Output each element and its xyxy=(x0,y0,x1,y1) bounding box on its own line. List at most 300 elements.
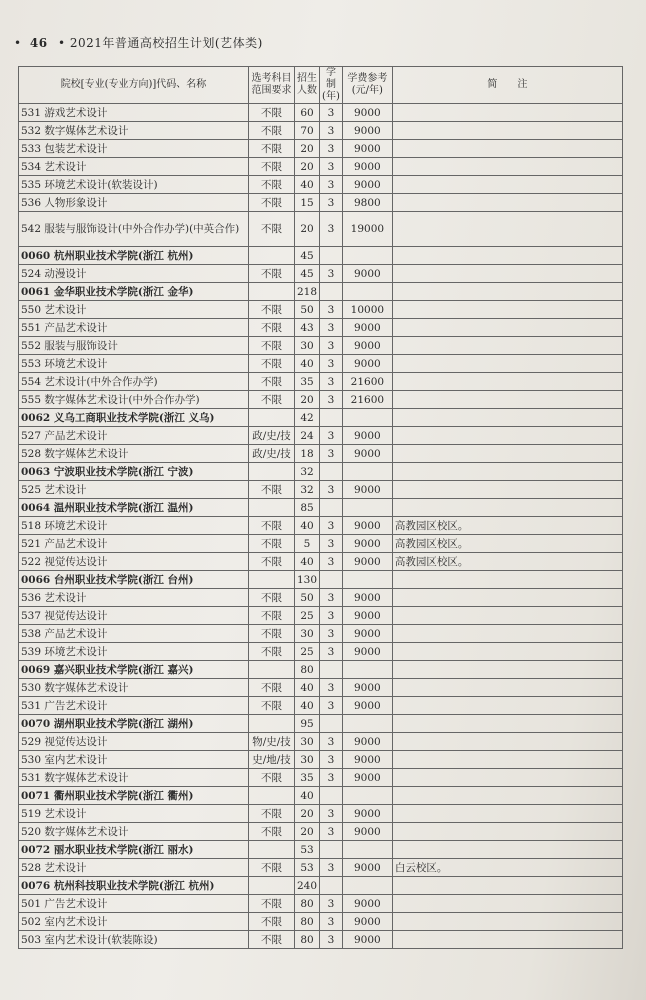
cell-note: 高教园区校区。 xyxy=(392,517,622,535)
cell-fee: 9000 xyxy=(342,913,392,931)
cell-plan: 70 xyxy=(295,122,320,140)
cell-plan: 130 xyxy=(295,571,320,589)
table-body xyxy=(19,104,623,949)
cell-fee xyxy=(342,499,392,517)
cell-fee xyxy=(342,463,392,481)
cell-plan: 20 xyxy=(295,823,320,841)
cell-years: 3 xyxy=(320,481,343,499)
cell-plan: 40 xyxy=(295,787,320,805)
cell-note xyxy=(392,176,622,194)
cell-subject: 不限 xyxy=(249,625,295,643)
cell-years: 3 xyxy=(320,158,343,176)
major-row xyxy=(19,481,623,499)
cell-fee xyxy=(342,787,392,805)
cell-years: 3 xyxy=(320,122,343,140)
cell-years xyxy=(320,247,343,265)
cell-name: 520 数字媒体艺术设计 xyxy=(19,823,249,841)
major-row xyxy=(19,140,623,158)
cell-note xyxy=(392,589,622,607)
cell-plan: 35 xyxy=(295,769,320,787)
cell-plan: 45 xyxy=(295,265,320,283)
cell-years xyxy=(320,571,343,589)
major-row xyxy=(19,391,623,409)
cell-name: 530 数字媒体艺术设计 xyxy=(19,679,249,697)
cell-name: 0070 湖州职业技术学院(浙江 湖州) xyxy=(19,715,249,733)
cell-years: 3 xyxy=(320,823,343,841)
cell-years: 3 xyxy=(320,104,343,122)
cell-subject xyxy=(249,283,295,301)
cell-name: 529 视觉传达设计 xyxy=(19,733,249,751)
cell-name: 536 人物形象设计 xyxy=(19,194,249,212)
cell-note xyxy=(392,158,622,176)
cell-subject: 不限 xyxy=(249,301,295,319)
cell-name: 518 环境艺术设计 xyxy=(19,517,249,535)
cell-plan: 50 xyxy=(295,589,320,607)
cell-years: 3 xyxy=(320,931,343,949)
cell-name: 554 艺术设计(中外合作办学) xyxy=(19,373,249,391)
cell-fee: 9000 xyxy=(342,535,392,553)
header-bullet-left: • xyxy=(14,36,22,50)
cell-subject: 不限 xyxy=(249,589,295,607)
cell-name: 501 广告艺术设计 xyxy=(19,895,249,913)
cell-name: 531 广告艺术设计 xyxy=(19,697,249,715)
major-row xyxy=(19,265,623,283)
major-row xyxy=(19,931,623,949)
cell-years xyxy=(320,409,343,427)
cell-years xyxy=(320,787,343,805)
cell-note xyxy=(392,104,622,122)
cell-plan: 15 xyxy=(295,194,320,212)
cell-fee: 9000 xyxy=(342,895,392,913)
cell-fee: 9000 xyxy=(342,931,392,949)
cell-subject: 不限 xyxy=(249,176,295,194)
cell-subject: 政/史/技 xyxy=(249,427,295,445)
cell-name: 528 数字媒体艺术设计 xyxy=(19,445,249,463)
cell-years xyxy=(320,463,343,481)
cell-name: 531 游戏艺术设计 xyxy=(19,104,249,122)
cell-plan: 80 xyxy=(295,661,320,679)
cell-plan: 32 xyxy=(295,481,320,499)
cell-subject xyxy=(249,715,295,733)
header-bullet-right: • xyxy=(57,36,66,50)
major-row xyxy=(19,895,623,913)
cell-fee: 9000 xyxy=(342,265,392,283)
cell-plan: 35 xyxy=(295,373,320,391)
cell-fee: 9000 xyxy=(342,427,392,445)
cell-name: 0064 温州职业技术学院(浙江 温州) xyxy=(19,499,249,517)
cell-note xyxy=(392,409,622,427)
cell-name: 533 包装艺术设计 xyxy=(19,140,249,158)
cell-name: 0061 金华职业技术学院(浙江 金华) xyxy=(19,283,249,301)
cell-name: 0076 杭州科技职业技术学院(浙江 杭州) xyxy=(19,877,249,895)
major-row xyxy=(19,301,623,319)
cell-fee xyxy=(342,283,392,301)
cell-note xyxy=(392,805,622,823)
cell-name: 521 产品艺术设计 xyxy=(19,535,249,553)
cell-years: 3 xyxy=(320,805,343,823)
cell-subject: 不限 xyxy=(249,194,295,212)
cell-plan: 20 xyxy=(295,212,320,247)
cell-name: 528 艺术设计 xyxy=(19,859,249,877)
cell-fee: 9000 xyxy=(342,859,392,877)
school-row xyxy=(19,499,623,517)
school-row xyxy=(19,283,623,301)
cell-fee xyxy=(342,841,392,859)
cell-fee: 9000 xyxy=(342,625,392,643)
cell-years: 3 xyxy=(320,391,343,409)
cell-fee xyxy=(342,409,392,427)
major-row xyxy=(19,625,623,643)
cell-subject: 不限 xyxy=(249,104,295,122)
cell-note xyxy=(392,427,622,445)
cell-years: 3 xyxy=(320,427,343,445)
cell-fee: 9000 xyxy=(342,319,392,337)
cell-fee: 9000 xyxy=(342,140,392,158)
cell-subject: 不限 xyxy=(249,859,295,877)
cell-fee: 9000 xyxy=(342,823,392,841)
cell-plan: 80 xyxy=(295,931,320,949)
cell-subject: 不限 xyxy=(249,391,295,409)
major-row xyxy=(19,643,623,661)
major-row xyxy=(19,697,623,715)
cell-name: 527 产品艺术设计 xyxy=(19,427,249,445)
cell-fee: 9000 xyxy=(342,337,392,355)
cell-years: 3 xyxy=(320,553,343,571)
cell-note xyxy=(392,769,622,787)
cell-subject xyxy=(249,463,295,481)
cell-plan: 40 xyxy=(295,355,320,373)
cell-subject: 不限 xyxy=(249,373,295,391)
cell-subject: 不限 xyxy=(249,140,295,158)
cell-subject: 不限 xyxy=(249,643,295,661)
cell-years: 3 xyxy=(320,697,343,715)
major-row xyxy=(19,212,623,247)
cell-note xyxy=(392,463,622,481)
major-row xyxy=(19,517,623,535)
cell-name: 525 艺术设计 xyxy=(19,481,249,499)
cell-plan: 40 xyxy=(295,517,320,535)
table-header-row xyxy=(19,67,623,104)
cell-name: 519 艺术设计 xyxy=(19,805,249,823)
cell-subject: 物/史/技 xyxy=(249,733,295,751)
cell-note: 高教园区校区。 xyxy=(392,553,622,571)
cell-name: 0063 宁波职业技术学院(浙江 宁波) xyxy=(19,463,249,481)
major-row xyxy=(19,427,623,445)
cell-name: 524 动漫设计 xyxy=(19,265,249,283)
cell-fee: 9000 xyxy=(342,481,392,499)
cell-note xyxy=(392,571,622,589)
cell-name: 550 艺术设计 xyxy=(19,301,249,319)
cell-note xyxy=(392,895,622,913)
cell-name: 530 室内艺术设计 xyxy=(19,751,249,769)
cell-note xyxy=(392,913,622,931)
major-row xyxy=(19,176,623,194)
school-row xyxy=(19,787,623,805)
major-row xyxy=(19,194,623,212)
cell-years: 3 xyxy=(320,679,343,697)
cell-plan: 80 xyxy=(295,895,320,913)
cell-note xyxy=(392,391,622,409)
cell-fee: 9000 xyxy=(342,589,392,607)
cell-plan: 20 xyxy=(295,391,320,409)
cell-plan: 18 xyxy=(295,445,320,463)
cell-years: 3 xyxy=(320,445,343,463)
cell-fee: 9000 xyxy=(342,104,392,122)
cell-plan: 30 xyxy=(295,751,320,769)
cell-subject xyxy=(249,661,295,679)
cell-name: 535 环境艺术设计(软装设计) xyxy=(19,176,249,194)
cell-name: 531 数字媒体艺术设计 xyxy=(19,769,249,787)
cell-fee: 9000 xyxy=(342,679,392,697)
major-row xyxy=(19,769,623,787)
major-row xyxy=(19,158,623,176)
cell-note xyxy=(392,283,622,301)
cell-subject: 政/史/技 xyxy=(249,445,295,463)
cell-plan: 25 xyxy=(295,643,320,661)
cell-years: 3 xyxy=(320,301,343,319)
major-row xyxy=(19,355,623,373)
cell-years: 3 xyxy=(320,140,343,158)
cell-note xyxy=(392,301,622,319)
cell-subject: 不限 xyxy=(249,337,295,355)
cell-name: 542 服装与服饰设计(中外合作办学)(中英合作) xyxy=(19,212,249,247)
cell-years xyxy=(320,499,343,517)
cell-years: 3 xyxy=(320,607,343,625)
major-row xyxy=(19,679,623,697)
cell-fee: 21600 xyxy=(342,391,392,409)
cell-plan: 24 xyxy=(295,427,320,445)
cell-subject: 不限 xyxy=(249,769,295,787)
cell-subject xyxy=(249,787,295,805)
cell-years: 3 xyxy=(320,895,343,913)
cell-years: 3 xyxy=(320,535,343,553)
cell-name: 538 产品艺术设计 xyxy=(19,625,249,643)
school-row xyxy=(19,247,623,265)
cell-fee: 9000 xyxy=(342,553,392,571)
cell-name: 553 环境艺术设计 xyxy=(19,355,249,373)
school-row xyxy=(19,463,623,481)
cell-plan: 40 xyxy=(295,553,320,571)
cell-years: 3 xyxy=(320,751,343,769)
major-row xyxy=(19,122,623,140)
school-row xyxy=(19,877,623,895)
cell-years xyxy=(320,283,343,301)
cell-plan: 20 xyxy=(295,158,320,176)
cell-fee: 9000 xyxy=(342,769,392,787)
cell-note xyxy=(392,607,622,625)
cell-plan: 32 xyxy=(295,463,320,481)
cell-fee: 9000 xyxy=(342,751,392,769)
cell-subject: 不限 xyxy=(249,607,295,625)
cell-subject: 史/地/技 xyxy=(249,751,295,769)
major-row xyxy=(19,823,623,841)
cell-plan: 80 xyxy=(295,913,320,931)
major-row xyxy=(19,337,623,355)
cell-note xyxy=(392,337,622,355)
cell-subject: 不限 xyxy=(249,823,295,841)
cell-note xyxy=(392,319,622,337)
cell-subject xyxy=(249,877,295,895)
cell-note xyxy=(392,697,622,715)
cell-subject: 不限 xyxy=(249,913,295,931)
cell-years: 3 xyxy=(320,859,343,877)
cell-name: 537 视觉传达设计 xyxy=(19,607,249,625)
cell-fee: 9000 xyxy=(342,355,392,373)
cell-years xyxy=(320,841,343,859)
major-row xyxy=(19,319,623,337)
cell-subject: 不限 xyxy=(249,553,295,571)
cell-years: 3 xyxy=(320,733,343,751)
cell-fee: 21600 xyxy=(342,373,392,391)
cell-fee: 9000 xyxy=(342,805,392,823)
cell-name: 555 数字媒体艺术设计(中外合作办学) xyxy=(19,391,249,409)
cell-years xyxy=(320,661,343,679)
major-row xyxy=(19,859,623,877)
col-header-note: 简 注 xyxy=(392,67,622,104)
major-row xyxy=(19,445,623,463)
cell-subject: 不限 xyxy=(249,355,295,373)
school-row xyxy=(19,715,623,733)
cell-name: 0066 台州职业技术学院(浙江 台州) xyxy=(19,571,249,589)
cell-subject xyxy=(249,409,295,427)
cell-note xyxy=(392,715,622,733)
cell-name: 539 环境艺术设计 xyxy=(19,643,249,661)
school-row xyxy=(19,841,623,859)
cell-years: 3 xyxy=(320,355,343,373)
cell-fee xyxy=(342,247,392,265)
cell-plan: 240 xyxy=(295,877,320,895)
col-header-years: 学制(年) xyxy=(320,67,343,104)
cell-plan: 85 xyxy=(295,499,320,517)
cell-years: 3 xyxy=(320,373,343,391)
major-row xyxy=(19,535,623,553)
cell-name: 502 室内艺术设计 xyxy=(19,913,249,931)
col-header-plan: 招生人数 xyxy=(295,67,320,104)
cell-name: 536 艺术设计 xyxy=(19,589,249,607)
cell-note: 高教园区校区。 xyxy=(392,535,622,553)
cell-name: 0060 杭州职业技术学院(浙江 杭州) xyxy=(19,247,249,265)
cell-years: 3 xyxy=(320,589,343,607)
cell-subject: 不限 xyxy=(249,517,295,535)
cell-fee xyxy=(342,877,392,895)
cell-note xyxy=(392,877,622,895)
cell-note xyxy=(392,445,622,463)
cell-plan: 42 xyxy=(295,409,320,427)
cell-years: 3 xyxy=(320,337,343,355)
major-row xyxy=(19,751,623,769)
cell-name: 551 产品艺术设计 xyxy=(19,319,249,337)
cell-years: 3 xyxy=(320,625,343,643)
cell-note xyxy=(392,787,622,805)
cell-note xyxy=(392,679,622,697)
cell-note xyxy=(392,733,622,751)
cell-plan: 20 xyxy=(295,805,320,823)
cell-fee xyxy=(342,715,392,733)
cell-name: 0069 嘉兴职业技术学院(浙江 嘉兴) xyxy=(19,661,249,679)
major-row xyxy=(19,589,623,607)
cell-subject: 不限 xyxy=(249,212,295,247)
cell-years: 3 xyxy=(320,517,343,535)
cell-fee: 9000 xyxy=(342,607,392,625)
major-row xyxy=(19,553,623,571)
cell-subject: 不限 xyxy=(249,697,295,715)
major-row xyxy=(19,913,623,931)
cell-years: 3 xyxy=(320,265,343,283)
cell-subject: 不限 xyxy=(249,679,295,697)
cell-note xyxy=(392,140,622,158)
school-row xyxy=(19,571,623,589)
cell-fee xyxy=(342,661,392,679)
cell-note xyxy=(392,481,622,499)
cell-fee: 9800 xyxy=(342,194,392,212)
cell-plan: 25 xyxy=(295,607,320,625)
cell-note xyxy=(392,841,622,859)
cell-subject: 不限 xyxy=(249,122,295,140)
cell-name: 522 视觉传达设计 xyxy=(19,553,249,571)
cell-note xyxy=(392,661,622,679)
page-number: 46 xyxy=(29,36,48,50)
page-title: 2021年普通高校招生计划(艺体类) xyxy=(69,36,263,50)
cell-fee: 9000 xyxy=(342,122,392,140)
cell-note xyxy=(392,355,622,373)
cell-name: 532 数字媒体艺术设计 xyxy=(19,122,249,140)
cell-subject: 不限 xyxy=(249,158,295,176)
cell-note xyxy=(392,212,622,247)
cell-plan: 5 xyxy=(295,535,320,553)
page-header xyxy=(14,34,263,51)
cell-years xyxy=(320,715,343,733)
cell-subject: 不限 xyxy=(249,805,295,823)
cell-fee: 9000 xyxy=(342,517,392,535)
major-row xyxy=(19,373,623,391)
cell-years: 3 xyxy=(320,212,343,247)
cell-plan: 50 xyxy=(295,301,320,319)
major-row xyxy=(19,607,623,625)
cell-years: 3 xyxy=(320,176,343,194)
school-row xyxy=(19,409,623,427)
cell-name: 0072 丽水职业技术学院(浙江 丽水) xyxy=(19,841,249,859)
cell-fee: 9000 xyxy=(342,733,392,751)
cell-plan: 218 xyxy=(295,283,320,301)
cell-note xyxy=(392,247,622,265)
col-header-name: 院校[专业(专业方向)]代码、名称 xyxy=(19,67,249,104)
cell-subject: 不限 xyxy=(249,481,295,499)
cell-plan: 30 xyxy=(295,733,320,751)
cell-fee xyxy=(342,571,392,589)
cell-subject xyxy=(249,841,295,859)
major-row xyxy=(19,104,623,122)
cell-note xyxy=(392,643,622,661)
cell-name: 503 室内艺术设计(软装陈设) xyxy=(19,931,249,949)
cell-plan: 40 xyxy=(295,697,320,715)
cell-fee: 9000 xyxy=(342,697,392,715)
cell-note xyxy=(392,751,622,769)
cell-years: 3 xyxy=(320,643,343,661)
cell-years: 3 xyxy=(320,319,343,337)
cell-plan: 45 xyxy=(295,247,320,265)
cell-subject: 不限 xyxy=(249,265,295,283)
cell-plan: 30 xyxy=(295,625,320,643)
cell-plan: 30 xyxy=(295,337,320,355)
cell-plan: 53 xyxy=(295,841,320,859)
cell-plan: 40 xyxy=(295,679,320,697)
cell-fee: 9000 xyxy=(342,158,392,176)
cell-note xyxy=(392,931,622,949)
major-row xyxy=(19,805,623,823)
cell-plan: 53 xyxy=(295,859,320,877)
cell-name: 552 服装与服饰设计 xyxy=(19,337,249,355)
cell-subject: 不限 xyxy=(249,895,295,913)
